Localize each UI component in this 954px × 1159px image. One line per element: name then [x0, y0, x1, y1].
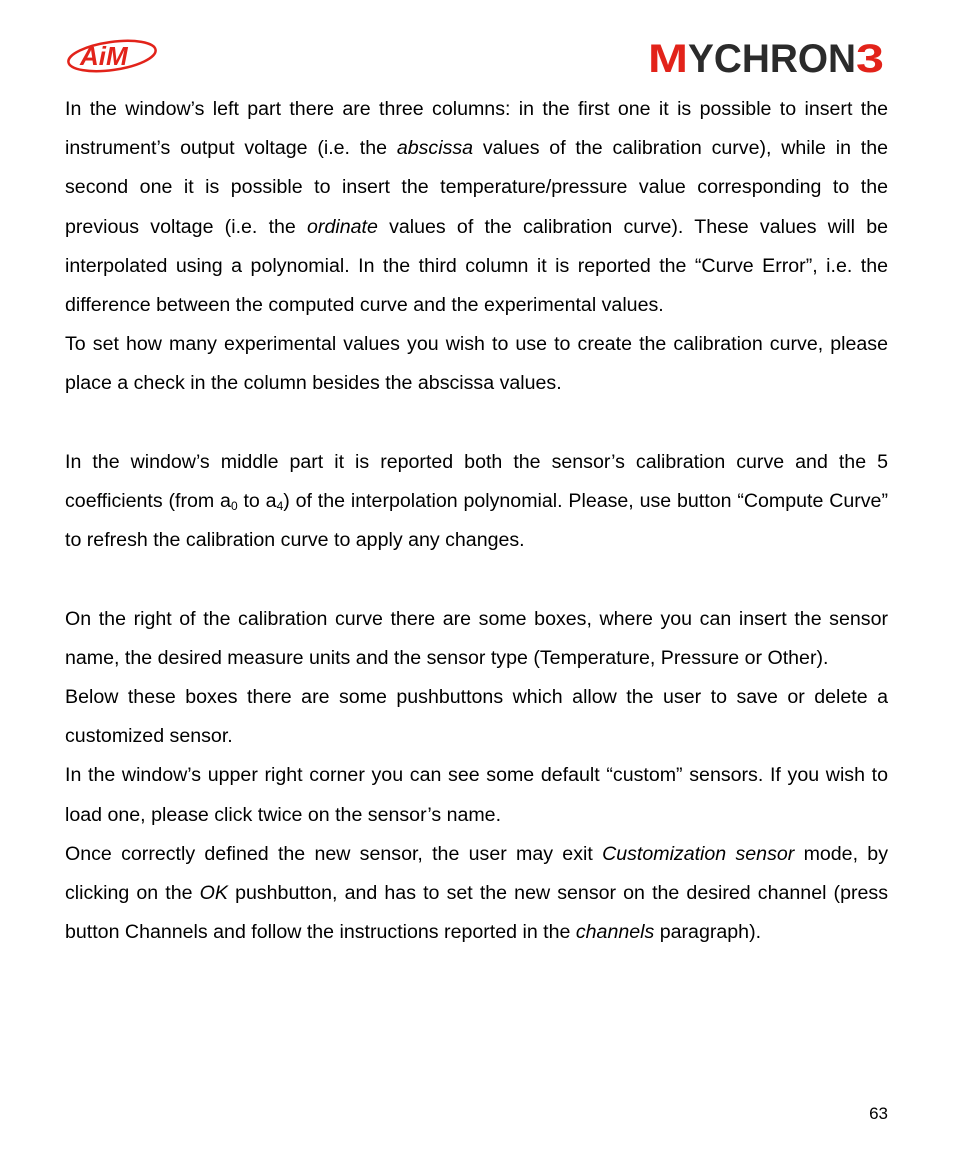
text-span: values of the calibration curve), while in the second one it is possible to insert the temperature/pressure value corresponding to the previous voltage (i.e. the: [65, 137, 888, 238]
emphasis-ok: OK: [199, 882, 228, 905]
paragraph-gap: [65, 560, 888, 599]
body-text: [65, 90, 888, 952]
emphasis-ordinate: ordinate: [307, 215, 378, 238]
subscript: 0: [230, 499, 238, 514]
paragraph-middle-part: [65, 443, 888, 561]
svg-text:3: 3: [856, 40, 884, 76]
page-number: 63: [869, 1104, 888, 1123]
paragraph-default-sensors: In the window’s upper right corner you can see some default “custom” sensors. If you wish to load one, please click twice on the sensor’s name.: [65, 764, 888, 826]
paragraph-right-boxes: On the right of the calibration curve there are some boxes, where you can insert the sensor name, the desired measure units and the sensor type (Temperature, Pressure or Other).: [65, 607, 888, 669]
text-span: to a: [237, 490, 277, 513]
svg-text:YCHRON: YCHRON: [688, 40, 856, 76]
paragraph-pushbuttons: Below these boxes there are some pushbuttons which allow the user to save or delete a customized sensor.: [65, 686, 888, 748]
text-span: mode, by clicking on the: [65, 842, 888, 905]
subscript: 4: [276, 499, 284, 514]
emphasis-customization: Customization sensor: [602, 842, 795, 865]
aim-logo: [66, 38, 158, 74]
text-span: In the window’s middle part it is reported both the sensor’s calibration curve and the 5 coefficients (from a: [65, 450, 888, 513]
emphasis-abscissa: abscissa: [396, 137, 474, 160]
mychron3-logo: [648, 40, 884, 76]
text-span: values of the calibration curve). These values will be interpolated using a polynomial. In the third column it is reported the “Curve Error”, i.e. the difference between the computed curve and the experimental values.: [65, 215, 888, 317]
paragraph-check: To set how many experimental values you wish to use to create the calibration curve, please place a check in the column besides the abscissa values.: [65, 333, 888, 395]
text-span: Once correctly defined the new sensor, the user may exit: [65, 842, 603, 865]
svg-text:AiM: AiM: [80, 41, 128, 71]
text-span: In the window’s left part there are three columns: in the first one it is possible to insert the instrument’s output voltage (i.e. the: [65, 98, 888, 160]
emphasis-channels: channels: [575, 921, 655, 944]
svg-text:M: M: [648, 40, 688, 76]
text-span: ) of the interpolation polynomial. Please, use button “Compute Curve” to refresh the calibration curve to apply any changes.: [65, 490, 888, 552]
paragraph-gap: [65, 404, 888, 443]
paragraph-exit: [65, 835, 888, 953]
text-span: pushbutton, and has to set the new sensor on the desired channel (press button Channels and follow the instructions reported in the: [65, 882, 888, 944]
paragraph-columns: [65, 90, 888, 325]
text-span: paragraph).: [654, 921, 762, 944]
